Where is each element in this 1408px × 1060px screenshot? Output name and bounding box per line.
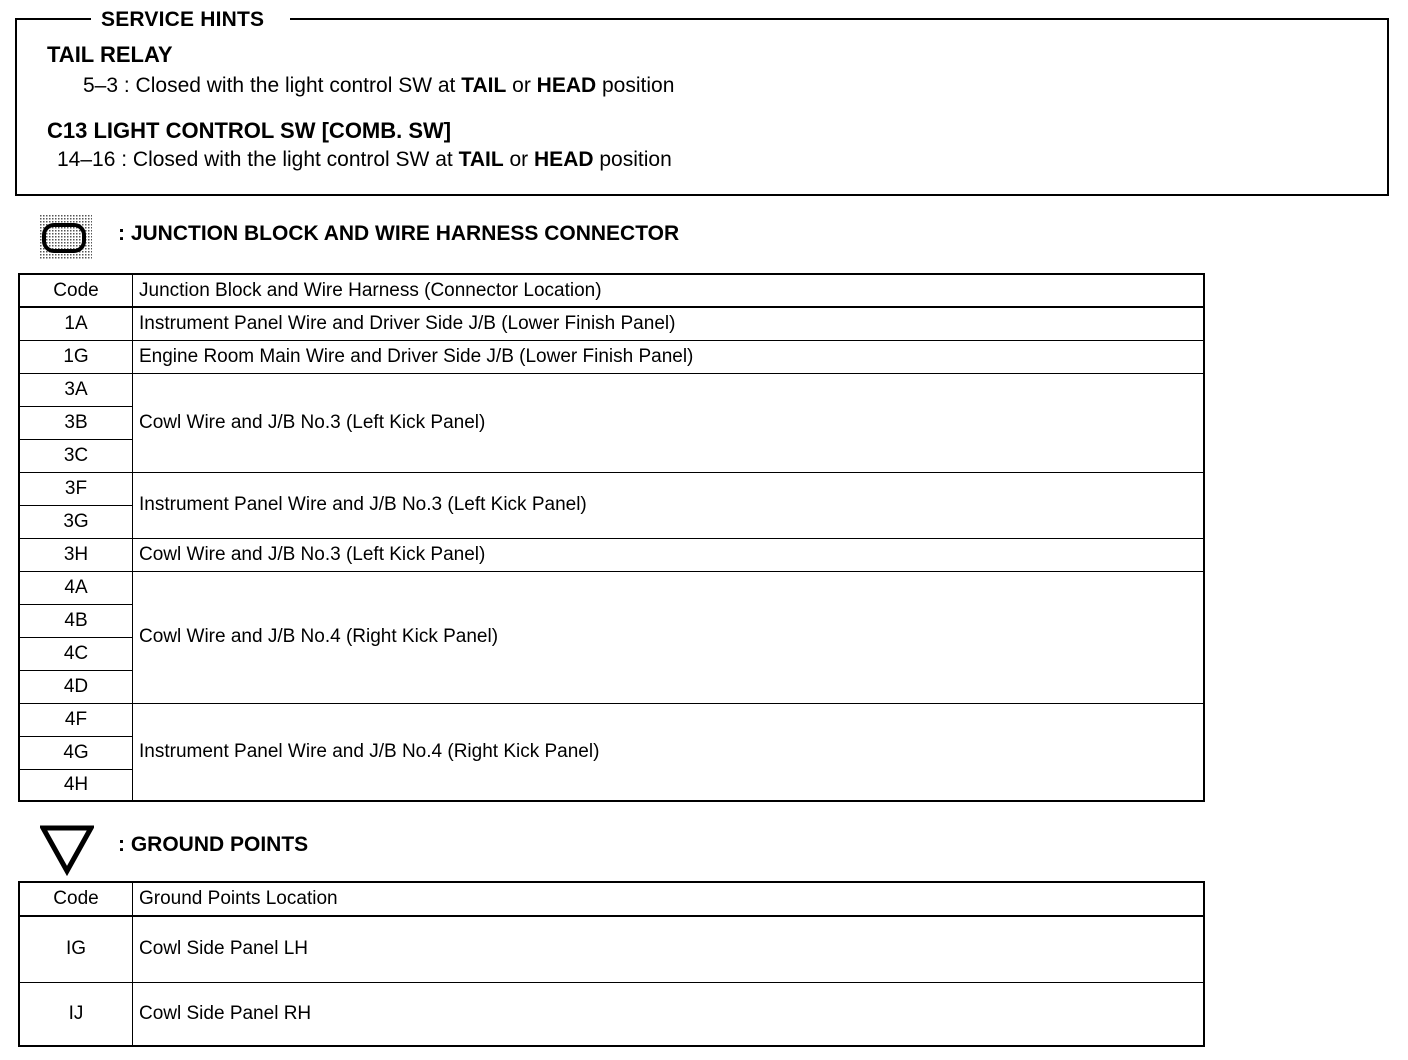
table-row bbox=[19, 340, 1204, 373]
hint-pin: 5–3 bbox=[83, 74, 119, 97]
hint-bold: HEAD bbox=[536, 74, 597, 97]
location-cell: Cowl Wire and J/B No.4 (Right Kick Panel) bbox=[133, 571, 1205, 703]
location-cell: Cowl Side Panel LH bbox=[133, 916, 1205, 982]
code-cell: 4D bbox=[19, 670, 133, 703]
hint-text: or bbox=[506, 74, 537, 97]
table-row bbox=[19, 373, 1204, 406]
location-cell: Instrument Panel Wire and J/B No.3 (Left Kick Panel) bbox=[133, 472, 1205, 538]
code-cell: 3A bbox=[19, 373, 133, 406]
code-cell: 3G bbox=[19, 505, 133, 538]
table-header-row bbox=[19, 882, 1204, 916]
hint-pin: 14–16 bbox=[57, 148, 116, 171]
table-row bbox=[19, 982, 1204, 1046]
ground-label: : GROUND POINTS bbox=[118, 833, 309, 856]
location-header: Ground Points Location bbox=[133, 882, 1205, 916]
hint-line-light-control-sw bbox=[57, 147, 672, 173]
table-header-row bbox=[19, 274, 1204, 307]
code-cell: 1A bbox=[19, 307, 133, 340]
code-cell: 4C bbox=[19, 637, 133, 670]
code-cell: 4H bbox=[19, 769, 133, 801]
ground-table bbox=[18, 881, 1205, 1047]
hint-heading-light-control-sw: C13 LIGHT CONTROL SW [COMB. SW] bbox=[47, 118, 452, 143]
code-header: Code bbox=[19, 274, 133, 307]
hint-line-tail-relay bbox=[83, 73, 674, 99]
location-cell: Cowl Wire and J/B No.3 (Left Kick Panel) bbox=[133, 538, 1205, 571]
connector-icon bbox=[40, 212, 92, 260]
location-cell: Cowl Wire and J/B No.3 (Left Kick Panel) bbox=[133, 373, 1205, 472]
service-hints-box bbox=[15, 8, 1389, 196]
table-row bbox=[19, 916, 1204, 982]
code-cell: 3C bbox=[19, 439, 133, 472]
table-row bbox=[19, 472, 1204, 505]
code-header: Code bbox=[19, 882, 133, 916]
table-row bbox=[19, 703, 1204, 736]
service-hints-title: SERVICE HINTS bbox=[91, 8, 290, 32]
hint-heading-tail-relay: TAIL RELAY bbox=[47, 42, 173, 67]
hint-text: position bbox=[596, 74, 675, 97]
junction-label: : JUNCTION BLOCK AND WIRE HARNESS CONNECTOR bbox=[118, 222, 680, 245]
code-cell: 3B bbox=[19, 406, 133, 439]
code-cell: 3H bbox=[19, 538, 133, 571]
ground-triangle-icon bbox=[40, 824, 94, 876]
location-cell: Instrument Panel Wire and Driver Side J/B (Lower Finish Panel) bbox=[133, 307, 1205, 340]
junction-table bbox=[18, 273, 1205, 802]
code-cell: 1G bbox=[19, 340, 133, 373]
hint-bold: HEAD bbox=[534, 148, 594, 171]
table-row bbox=[19, 538, 1204, 571]
hint-bold: TAIL bbox=[461, 74, 507, 97]
location-cell: Engine Room Main Wire and Driver Side J/B (Lower Finish Panel) bbox=[133, 340, 1205, 373]
code-cell: 4G bbox=[19, 736, 133, 769]
hint-text: : Closed with the light control SW at bbox=[123, 74, 462, 97]
location-cell: Instrument Panel Wire and J/B No.4 (Right Kick Panel) bbox=[133, 703, 1205, 801]
table-row bbox=[19, 307, 1204, 340]
hint-text: or bbox=[503, 148, 535, 171]
code-cell: 4B bbox=[19, 604, 133, 637]
code-cell: 4A bbox=[19, 571, 133, 604]
code-cell: IJ bbox=[19, 982, 133, 1046]
hint-text: : Closed with the light control SW at bbox=[121, 148, 459, 171]
code-cell: IG bbox=[19, 916, 133, 982]
hint-text: position bbox=[593, 148, 672, 171]
hint-bold: TAIL bbox=[458, 148, 504, 171]
location-cell: Cowl Side Panel RH bbox=[133, 982, 1205, 1046]
location-header: Junction Block and Wire Harness (Connector Location) bbox=[133, 274, 1205, 307]
table-row bbox=[19, 571, 1204, 604]
code-cell: 3F bbox=[19, 472, 133, 505]
code-cell: 4F bbox=[19, 703, 133, 736]
